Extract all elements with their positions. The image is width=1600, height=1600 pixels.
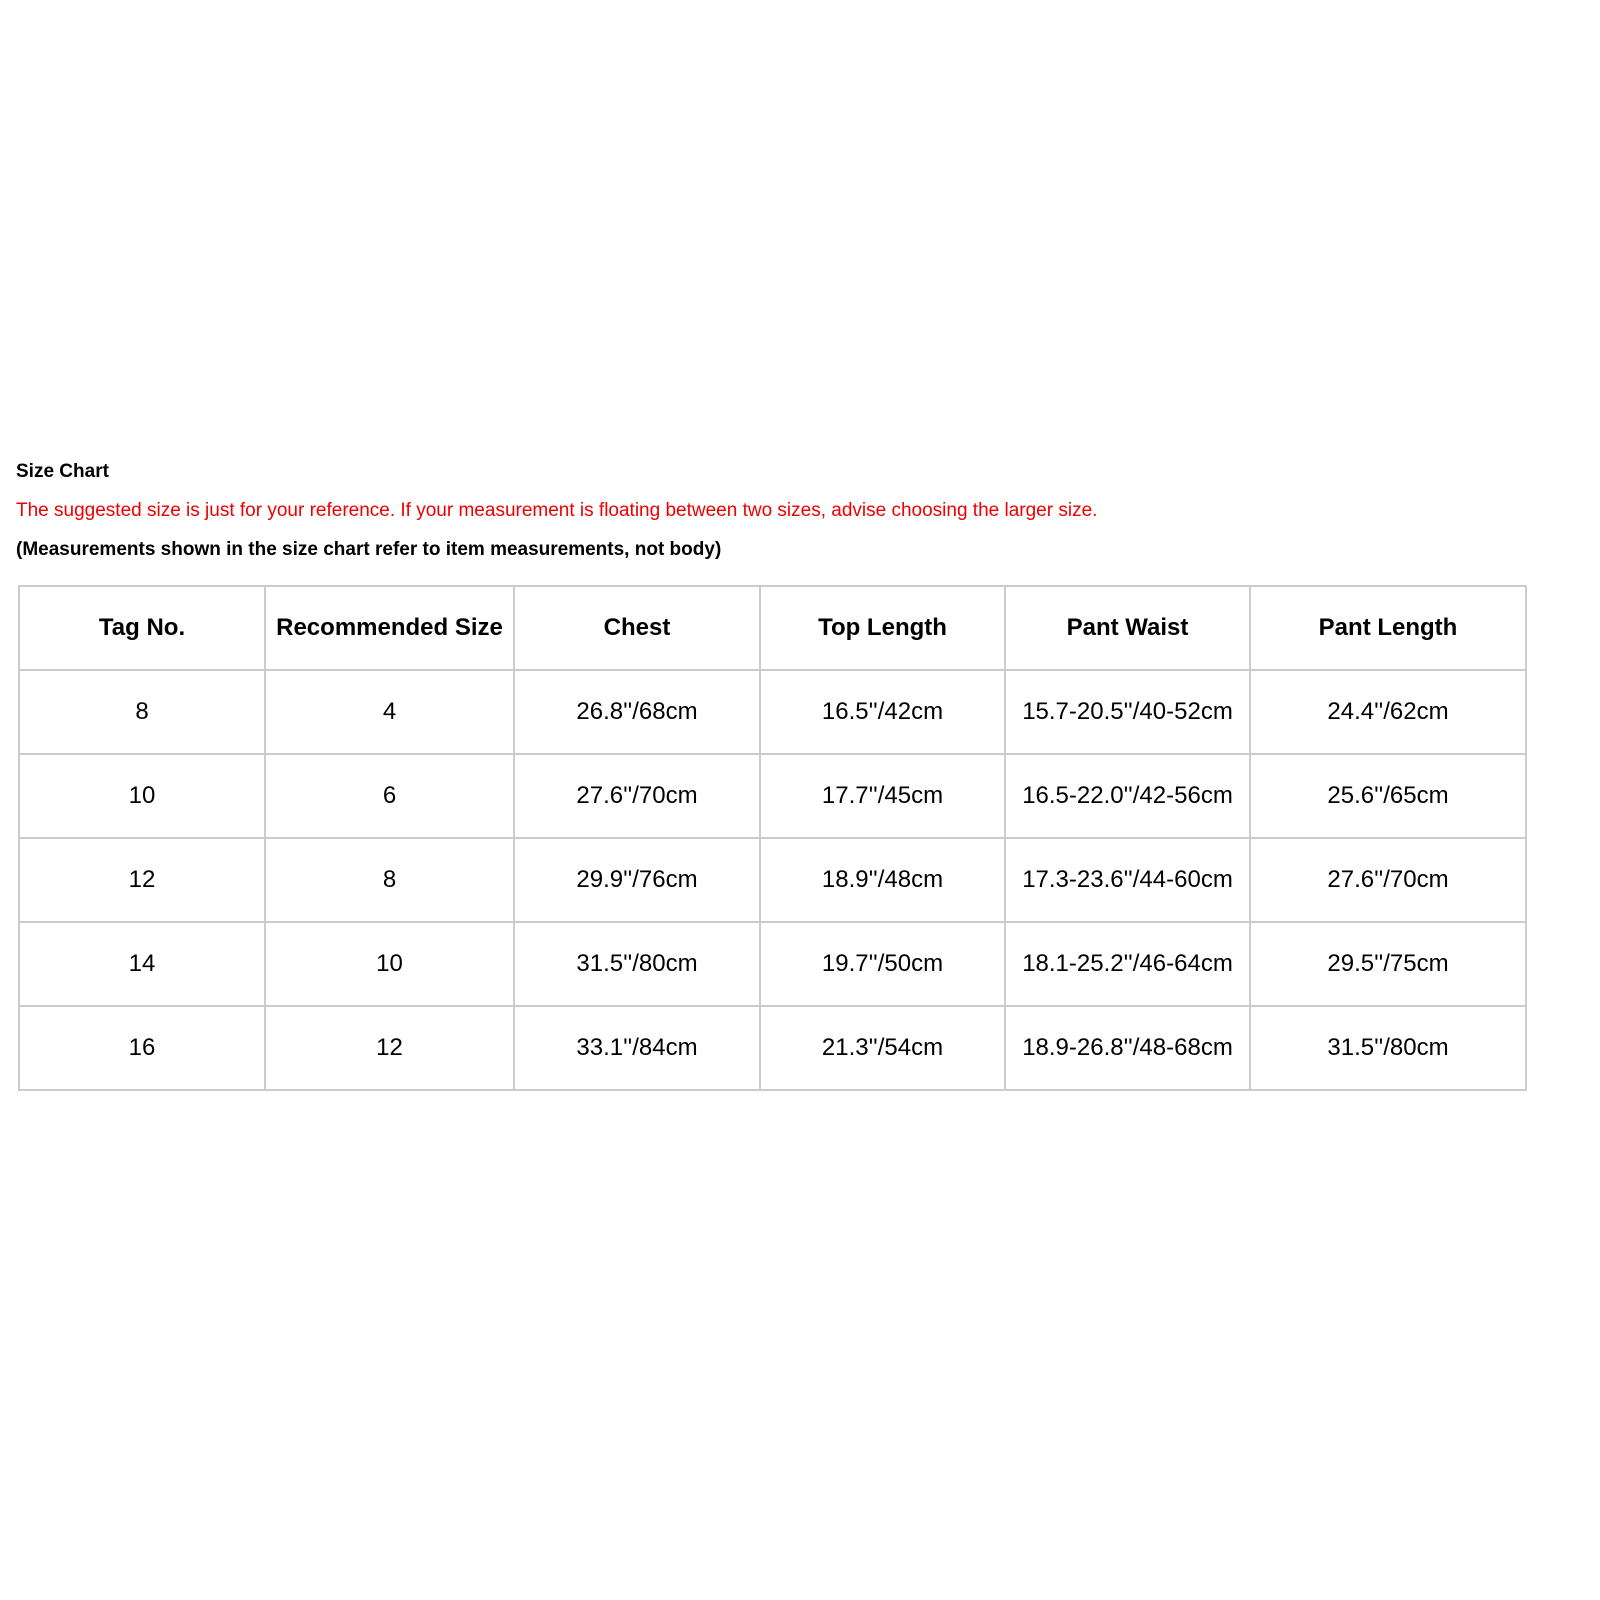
table-cell: 33.1''/84cm bbox=[514, 1006, 760, 1090]
table-cell: 25.6''/65cm bbox=[1250, 754, 1526, 838]
table-cell: 4 bbox=[265, 670, 514, 754]
table-cell: 6 bbox=[265, 754, 514, 838]
column-header: Chest bbox=[514, 586, 760, 670]
table-cell: 12 bbox=[265, 1006, 514, 1090]
table-cell: 16 bbox=[19, 1006, 265, 1090]
table-row bbox=[19, 838, 1526, 922]
size-chart-header bbox=[19, 586, 1526, 670]
table-cell: 19.7''/50cm bbox=[760, 922, 1005, 1006]
table-cell: 16.5-22.0''/42-56cm bbox=[1005, 754, 1250, 838]
table-cell: 24.4''/62cm bbox=[1250, 670, 1526, 754]
table-cell: 26.8''/68cm bbox=[514, 670, 760, 754]
intro-text-block bbox=[0, 462, 1600, 560]
measurement-note-text: (Measurements shown in the size chart refer to item measurements, not body) bbox=[16, 539, 722, 560]
table-cell: 29.5''/75cm bbox=[1250, 922, 1526, 1006]
table-cell: 27.6''/70cm bbox=[1250, 838, 1526, 922]
table-cell: 18.1-25.2''/46-64cm bbox=[1005, 922, 1250, 1006]
table-cell: 15.7-20.5''/40-52cm bbox=[1005, 670, 1250, 754]
page-title: Size Chart bbox=[16, 461, 109, 482]
table-cell: 8 bbox=[19, 670, 265, 754]
size-chart-table bbox=[18, 585, 1527, 1091]
column-header: Pant Length bbox=[1250, 586, 1526, 670]
table-cell: 18.9''/48cm bbox=[760, 838, 1005, 922]
table-cell: 29.9''/76cm bbox=[514, 838, 760, 922]
table-row bbox=[19, 754, 1526, 838]
table-cell: 14 bbox=[19, 922, 265, 1006]
size-warning-text: The suggested size is just for your reference. If your measurement is floating between two sizes, advise choosing the larger size. bbox=[16, 500, 1098, 521]
column-header: Tag No. bbox=[19, 586, 265, 670]
column-header: Recommended Size bbox=[265, 586, 514, 670]
table-cell: 12 bbox=[19, 838, 265, 922]
column-header: Pant Waist bbox=[1005, 586, 1250, 670]
table-cell: 17.7''/45cm bbox=[760, 754, 1005, 838]
header-row bbox=[19, 586, 1526, 670]
table-cell: 21.3''/54cm bbox=[760, 1006, 1005, 1090]
table-cell: 16.5''/42cm bbox=[760, 670, 1005, 754]
table-cell: 17.3-23.6''/44-60cm bbox=[1005, 838, 1250, 922]
table-row bbox=[19, 1006, 1526, 1090]
table-cell: 8 bbox=[265, 838, 514, 922]
table-row bbox=[19, 670, 1526, 754]
table-cell: 27.6''/70cm bbox=[514, 754, 760, 838]
table-cell: 18.9-26.8''/48-68cm bbox=[1005, 1006, 1250, 1090]
table-cell: 10 bbox=[19, 754, 265, 838]
table-cell: 31.5''/80cm bbox=[514, 922, 760, 1006]
table-cell: 10 bbox=[265, 922, 514, 1006]
size-chart-body bbox=[19, 670, 1526, 1090]
table-row bbox=[19, 922, 1526, 1006]
column-header: Top Length bbox=[760, 586, 1005, 670]
table-cell: 31.5''/80cm bbox=[1250, 1006, 1526, 1090]
